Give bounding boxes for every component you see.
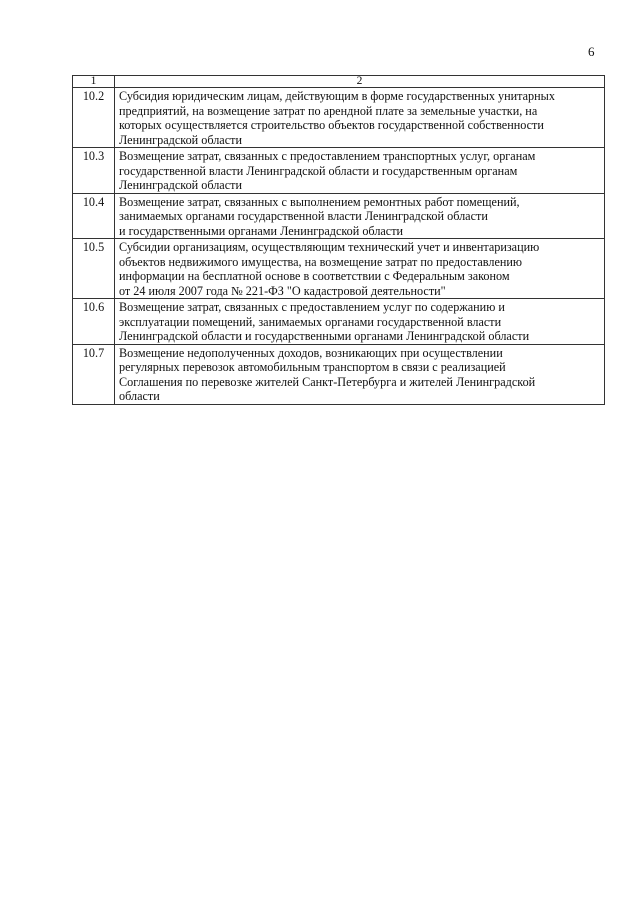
row-description: Возмещение затрат, связанных с выполнением ремонтных работ помещений, занимаемых органами государственной власти Ленинградской области и государственными органами Ленинградской области: [115, 193, 605, 239]
table-row: [73, 88, 605, 148]
table-header-row: [73, 76, 605, 88]
row-description: Возмещение затрат, связанных с предоставлением транспортных услуг, органам государственной власти Ленинградской области и государственным органам Ленинградской области: [115, 148, 605, 194]
row-description: Субсидии организациям, осуществляющим технический учет и инвентаризацию объектов недвижимого имущества, на возмещение затрат по предоставлению информации на бесплатной основе в соответствии с Федеральным законом от 24 июля 2007 года № 221-ФЗ "О кадастровой деятельности": [115, 239, 605, 299]
page-number: 6: [588, 44, 595, 59]
table-row: [73, 239, 605, 299]
row-number: 10.4: [73, 193, 115, 239]
row-number: 10.5: [73, 239, 115, 299]
row-description: Субсидия юридическим лицам, действующим в форме государственных унитарных предприятий, на возмещение затрат по арендной плате за земельные участки, на которых осуществляется строительство объектов государственной собственности Ленинградской области: [115, 88, 605, 148]
subsidy-table: [72, 75, 605, 405]
table-row: [73, 193, 605, 239]
row-number: 10.6: [73, 299, 115, 345]
row-number: 10.2: [73, 88, 115, 148]
table-row: [73, 148, 605, 194]
column-header-number: 1: [73, 76, 115, 88]
column-header-description: 2: [115, 76, 605, 88]
row-description: Возмещение затрат, связанных с предоставлением услуг по содержанию и эксплуатации помещений, занимаемых органами государственной власти Ленинградской области и государственными органами Ленинградской области: [115, 299, 605, 345]
row-description: Возмещение недополученных доходов, возникающих при осуществлении регулярных перевозок автомобильным транспортом в связи с реализацией Соглашения по перевозке жителей Санкт-Петербурга и жителей Ленинградской области: [115, 344, 605, 404]
table-row: [73, 344, 605, 404]
table-row: [73, 299, 605, 345]
row-number: 10.7: [73, 344, 115, 404]
row-number: 10.3: [73, 148, 115, 194]
